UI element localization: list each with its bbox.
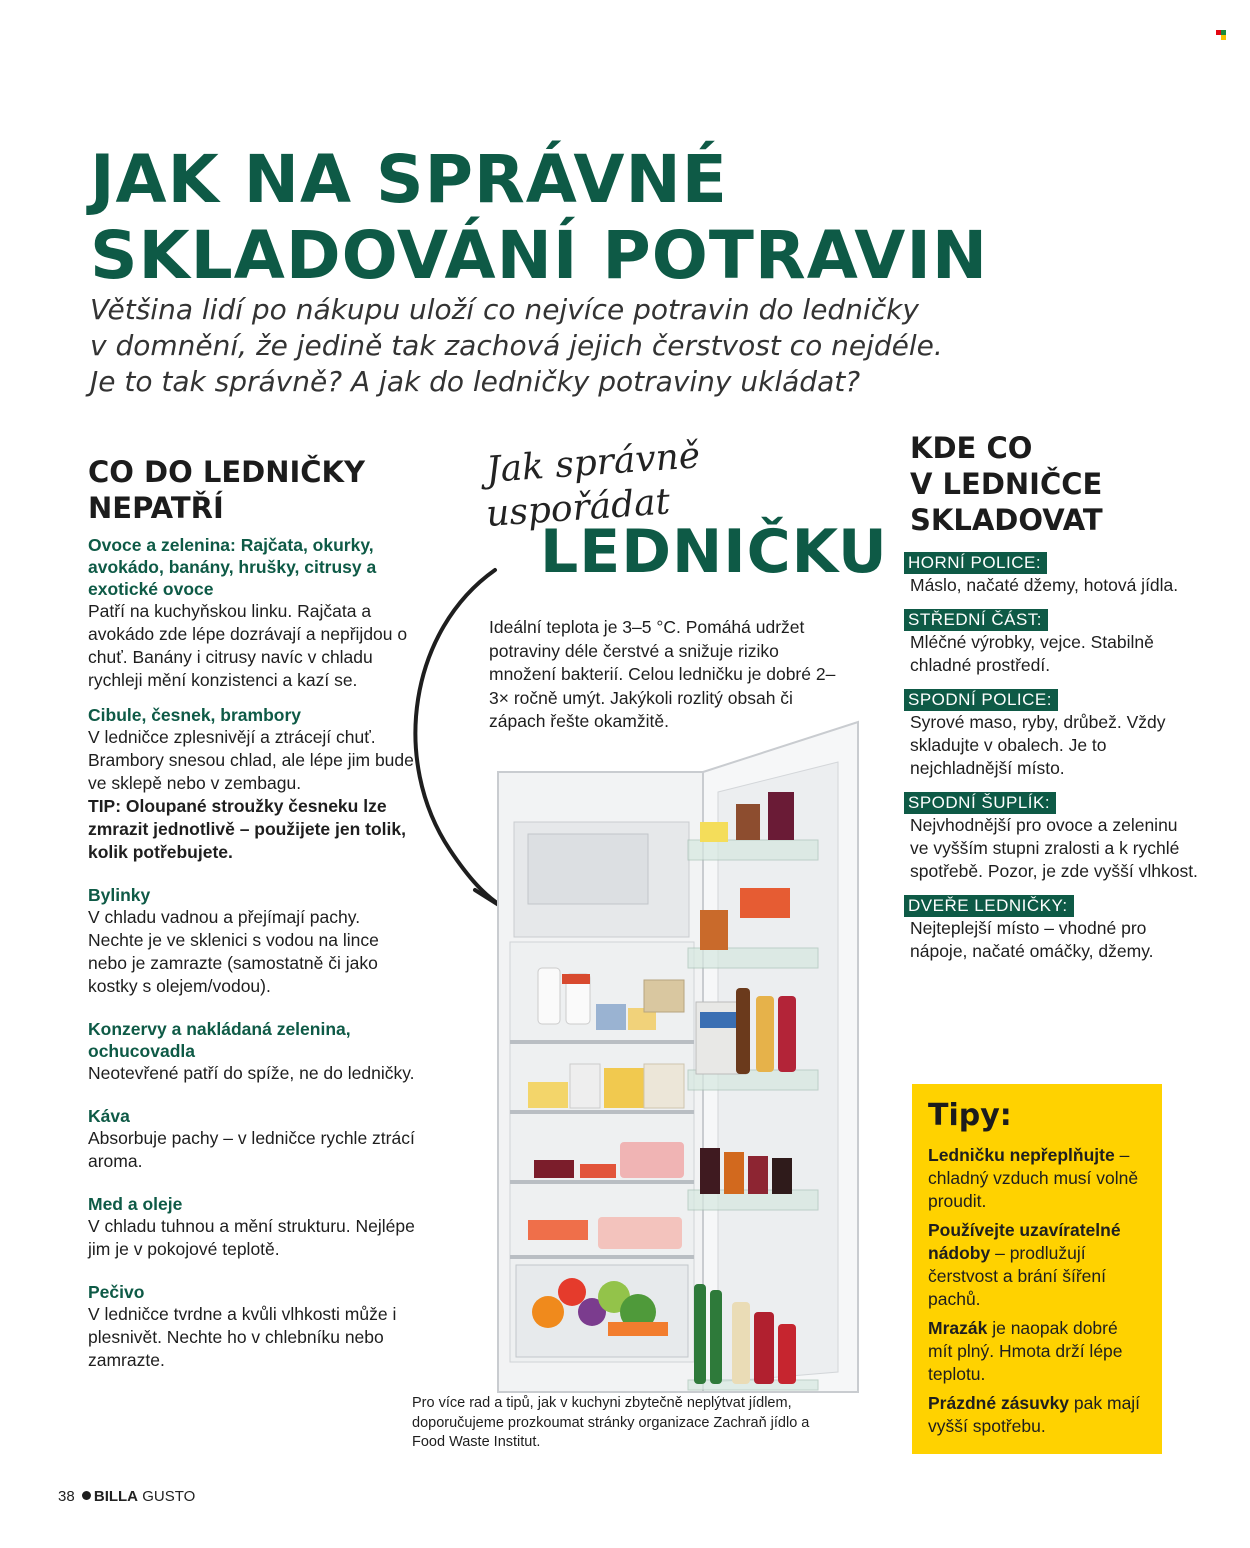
page-footer [58,1488,195,1505]
intro-paragraph [90,292,1090,400]
section-heading-line: SKLADOVAT [910,503,1103,537]
intro-line: Je to tak správně? A jak do ledničky potraviny ukládat? [90,365,861,398]
storage-zone [910,609,1200,677]
tip-text: pak mají vyšší spotřebu. [928,1393,1141,1436]
list-item [88,1105,418,1173]
section-heading-line: V LEDNIČCE [910,467,1103,501]
storage-zone [910,895,1200,963]
storage-zone [910,552,1200,597]
intro-line: v domnění, že jedině tak zachová jejich čerstvost co nejdéle. [90,329,943,362]
item-text: Neotevřené patří do spíže, ne do ledničky. [88,1063,415,1083]
tip-bold: Ledničku nepřeplňujte [928,1145,1115,1165]
fridge-heading: LEDNIČKU [540,517,888,587]
tip-item [928,1144,1146,1213]
list-item [88,704,418,864]
storage-zone [910,792,1200,883]
page-title-line: SKLADOVÁNÍ POTRAVIN [90,217,989,294]
item-text: V chladu tuhnou a mění strukturu. Nejlépe jim je v pokojové teplotě. [88,1216,415,1259]
section-heading-line: NEPATŘÍ [88,491,224,525]
zone-label: STŘEDNÍ ČÁST: [904,609,1048,631]
tip-text: – prodlužují čerstvost a brání šíření pachů. [928,1243,1106,1309]
item-title: Med a oleje [88,1194,183,1214]
zone-label: SPODNÍ POLICE: [904,689,1058,711]
section-heading-line: CO DO LEDNIČKY [88,455,366,489]
where-to-store-section [910,430,1200,963]
list-item [88,1193,418,1261]
zone-text: Nejteplejší místo – vhodné pro nápoje, načaté omáčky, džemy. [910,918,1154,961]
handwritten-heading [484,435,746,536]
zone-text: Máslo, načaté džemy, hotová jídla. [910,575,1179,595]
item-title: Konzervy a nakládaná zelenina, ochucovadla [88,1019,351,1061]
tip-bold: Prázdné zásuvky [928,1393,1070,1413]
section-heading [910,430,1200,538]
list-item [88,1281,418,1372]
page-number: 38 [58,1488,75,1505]
magazine-name: GUSTO [142,1488,196,1505]
item-title: Káva [88,1106,130,1126]
item-text: V chladu vadnou a přejímají pachy. Nechte je ve sklenici s vodou na lince nebo je zamrazte (samostatně či jako kostky s olejem/vodou). [88,907,379,996]
section-heading-line: KDE CO [910,431,1033,465]
list-item [88,884,418,998]
tip-text: – chladný vzduch musí volně proudit. [928,1145,1139,1211]
zone-text: Syrové maso, ryby, drůbež. Vždy skladujte v obalech. Je to nejchladnější místo. [910,712,1166,778]
handwritten-line: Jak správně [484,435,702,492]
brand-name: BILLA [93,1488,139,1505]
image-caption: Pro více rad a tipů, jak v kuchyni zbytečně neplýtvat jídlem, doporučujeme prozkoumat stránky organizace Zachraň jídlo a Food Waste Institut. [412,1395,810,1450]
tip-item [928,1219,1146,1311]
corner-mark-icon [1216,30,1226,40]
tips-box [912,1084,1162,1454]
zone-text: Nejvhodnější pro ovoce a zeleninu ve vyšším stupni zralosti a k rychlé spotřebě. Pozor, je zde vyšší vlhkost. [910,815,1198,881]
fridge-intro-text: Ideální teplota je 3–5 °C. Pomáhá udržet potraviny déle čerstvé a snižuje riziko množení bakterií. Celou ledničku je dobré 2–3× ročně umýt. Jakýkoli rozlitý obsah či zápach řešte okamžitě. [489,617,836,731]
tip-bold: Mrazák [928,1318,988,1338]
fridge-illustration [488,712,868,1402]
tip-item [928,1317,1146,1386]
item-text: V ledničce tvrdne a kvůli vlhkosti může i plesnivět. Nechte ho v chlebníku nebo zamrazte. [88,1304,397,1370]
item-title: Pečivo [88,1282,145,1302]
section-heading [88,454,418,526]
intro-line: Většina lidí po nákupu uloží co nejvíce potravin do ledničky [90,293,919,326]
item-text: Patří na kuchyňskou linku. Rajčata a avokádo zde lépe dozrávají a nepřijdou o chuť. Banány i citrusy navíc v chladu rychleji mění konzistenci a kazí se. [88,601,408,690]
tips-title: Tipy: [928,1098,1012,1133]
bullet-icon [82,1491,91,1500]
storage-zone [910,689,1200,780]
zone-text: Mléčné výrobky, vejce. Stabilně chladné prostředí. [910,632,1154,675]
item-tip: TIP: Oloupané stroužky česneku lze zmrazit jednotlivě – použijete jen tolik, kolik potřebujete. [88,796,406,862]
tip-bold: Používejte uzavíratelné nádoby [928,1220,1121,1263]
handwritten-line: uspořádat [484,481,672,536]
item-title: Cibule, česnek, brambory [88,705,301,725]
page-title [90,142,990,294]
zone-label: HORNÍ POLICE: [904,552,1047,574]
item-title: Ovoce a zelenina: Rajčata, okurky, avokádo, banány, hrušky, citrusy a exotické ovoce [88,535,377,599]
list-item [88,1018,418,1085]
not-in-fridge-section [88,454,418,1372]
item-text: Absorbuje pachy – v ledničce rychle ztrácí aroma. [88,1128,415,1171]
list-item [88,534,418,692]
tip-text: je naopak dobré mít plný. Hmota drží lépe teplotu. [928,1318,1123,1384]
item-text: V ledničce zplesnivějí a ztrácejí chuť. Brambory snesou chlad, ale lépe jim bude ve sklepě nebo v zembagu. [88,727,414,793]
zone-label: SPODNÍ ŠUPLÍK: [904,792,1056,814]
zone-label: DVEŘE LEDNIČKY: [904,895,1074,917]
item-title: Bylinky [88,885,151,905]
tip-item [928,1392,1146,1438]
page-title-line: JAK NA SPRÁVNÉ [90,141,728,218]
